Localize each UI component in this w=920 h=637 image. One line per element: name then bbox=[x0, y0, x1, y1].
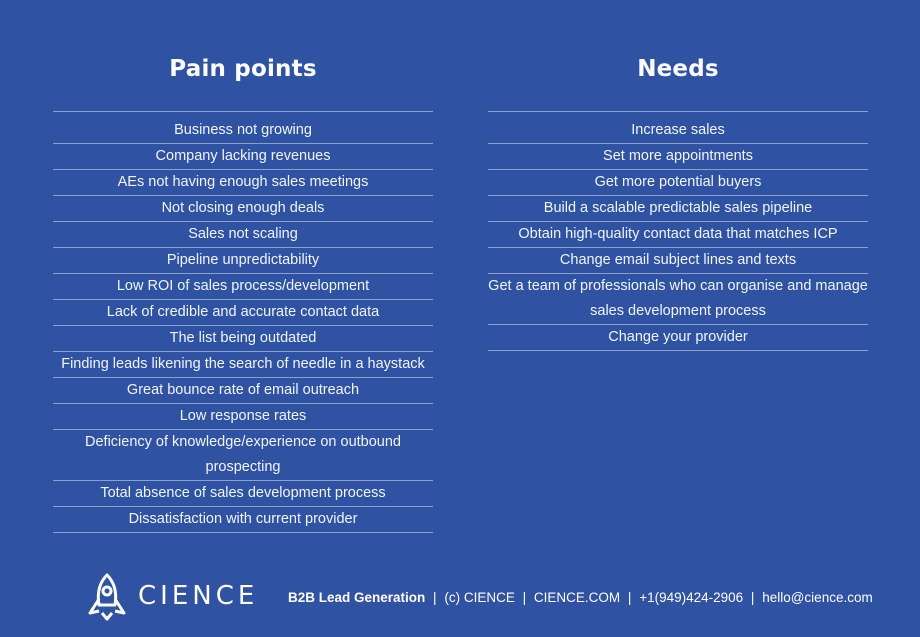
list-item: Sales not scaling bbox=[53, 222, 433, 248]
list-item: Set more appointments bbox=[488, 144, 868, 170]
list-item: Get more potential buyers bbox=[488, 170, 868, 196]
email-link[interactable]: hello@cience.com bbox=[762, 590, 873, 605]
copyright: (c) CIENCE bbox=[444, 590, 515, 605]
rocket-icon bbox=[86, 573, 128, 621]
pain-points-title: Pain points bbox=[169, 56, 317, 82]
list-item: Increase sales bbox=[488, 112, 868, 144]
list-item: Low ROI of sales process/development bbox=[53, 274, 433, 300]
list-item: Dissatisfaction with current provider bbox=[53, 507, 433, 533]
contact-line bbox=[288, 590, 873, 605]
list-item: AEs not having enough sales meetings bbox=[53, 170, 433, 196]
logo-wordmark: CIENCE bbox=[138, 581, 259, 611]
list-item: Pipeline unpredictability bbox=[53, 248, 433, 274]
list-item: Change your provider bbox=[488, 325, 868, 351]
list-item: Business not growing bbox=[53, 112, 433, 144]
list-item: Company lacking revenues bbox=[53, 144, 433, 170]
list-item: Low response rates bbox=[53, 404, 433, 430]
tagline: B2B Lead Generation bbox=[288, 590, 426, 605]
list-item: Obtain high-quality contact data that matches ICP bbox=[488, 222, 868, 248]
list-item: Get a team of professionals who can organise and manage sales development process bbox=[488, 274, 868, 325]
separator: | bbox=[433, 590, 437, 605]
needs-list bbox=[488, 111, 868, 351]
website-link[interactable]: CIENCE.COM bbox=[533, 590, 621, 605]
list-item: Lack of credible and accurate contact data bbox=[53, 300, 433, 326]
list-item: Change email subject lines and texts bbox=[488, 248, 868, 274]
list-item: Finding leads likening the search of needle in a haystack bbox=[53, 352, 433, 378]
list-item: Build a scalable predictable sales pipeline bbox=[488, 196, 868, 222]
phone-number[interactable]: +1(949)424-2906 bbox=[639, 590, 744, 605]
list-item: Total absence of sales development process bbox=[53, 481, 433, 507]
needs-title: Needs bbox=[637, 56, 719, 82]
separator: | bbox=[750, 590, 755, 605]
pain-points-list bbox=[53, 111, 433, 533]
list-item: The list being outdated bbox=[53, 326, 433, 352]
list-item: Great bounce rate of email outreach bbox=[53, 378, 433, 404]
list-item: Deficiency of knowledge/experience on outbound prospecting bbox=[53, 430, 433, 481]
list-item: Not closing enough deals bbox=[53, 196, 433, 222]
separator: | bbox=[627, 590, 632, 605]
footer bbox=[86, 573, 873, 621]
separator: | bbox=[522, 590, 527, 605]
